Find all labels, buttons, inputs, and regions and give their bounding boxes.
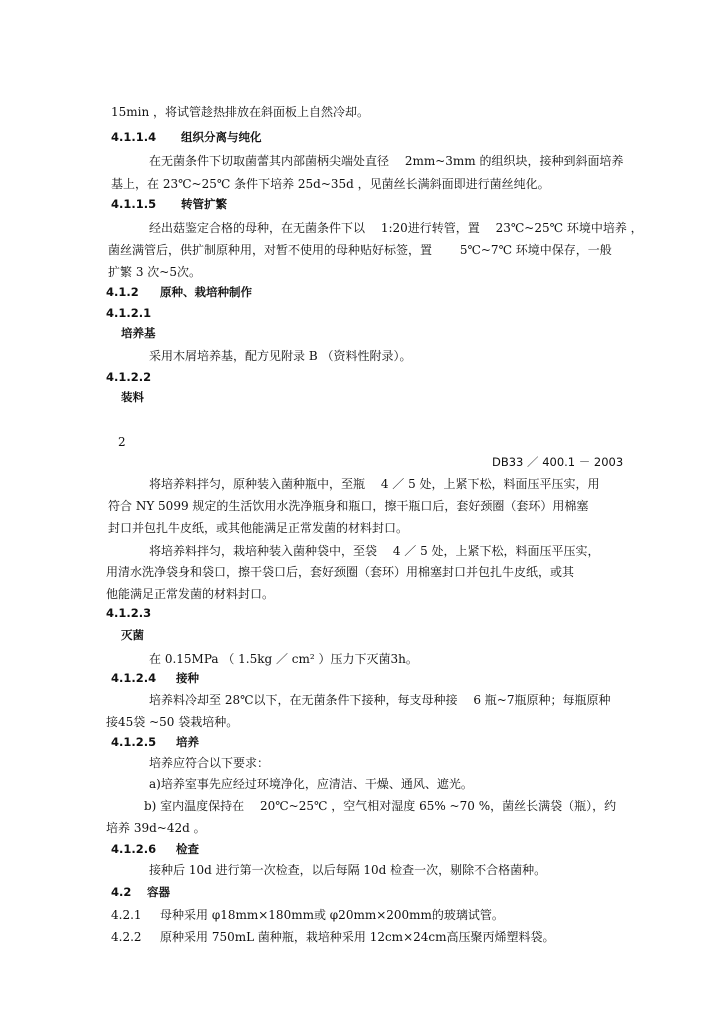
paragraph-line: 基上，在 23℃~25℃ 条件下培养 25d~35d ，见菌丝长满斜面即进行菌丝纯化。 <box>111 177 550 191</box>
paragraph-line: 培养 39d~42d 。 <box>106 821 206 835</box>
paragraph-line: 培养料冷却至 28℃以下，在无菌条件下接种，每支母种接 6 瓶~7瓶原种；每瓶原种 <box>149 693 611 707</box>
paragraph-line: 将培养料拌匀，原种装入菌种瓶中，至瓶 4 ／ 5 处，上紧下松，料面压平压实，用 <box>149 477 600 491</box>
paragraph-line: 15min ，将试管趁热排放在斜面板上自然冷却。 <box>111 105 370 119</box>
paragraph-line: 原种采用 750mL 菌种瓶，栽培种采用 12cm×24cm高压聚丙烯塑料袋。 <box>160 930 555 944</box>
paragraph-line: 采用木屑培养基，配方见附录 B （资料性附录）。 <box>149 349 412 363</box>
paragraph-line: 用清水洗净袋身和袋口，擦干袋口后，套好颈圈（套环）用棉塞封口并包扎牛皮纸，或其 <box>106 565 575 579</box>
paragraph-line: 经出菇鉴定合格的母种，在无菌条件下以 1:20进行转管，置 23℃~25℃ 环境中培养 ， <box>149 221 643 235</box>
list-item: b) 室内温度保持在 20℃~25℃ ，空气相对湿度 65% ~70 %，菌丝长满袋（瓶），约 <box>144 799 617 813</box>
section-title: 容器 <box>147 885 170 899</box>
section-number: 4.1.2 <box>106 285 139 299</box>
paragraph-line: 接45袋 ~50 袋栽培种。 <box>106 715 239 729</box>
section-number: 4.1.2.3 <box>106 606 152 620</box>
section-title: 灭菌 <box>121 628 144 642</box>
section-number: 4.2.2 <box>111 930 142 944</box>
running-header: DB33 ／ 400.1 － 2003 <box>492 455 624 469</box>
paragraph-line: 他能满足正常发菌的材料封口。 <box>106 587 275 601</box>
paragraph-line: 扩繁 3 次~5次。 <box>108 265 201 279</box>
paragraph-line: 培养应符合以下要求： <box>149 756 270 770</box>
section-number: 4.1.2.1 <box>106 306 152 320</box>
paragraph-line: 菌丝满管后，供扩制原种用，对暂不使用的母种贴好标签，置 5℃~7℃ 环境中保存，一般 <box>108 243 612 257</box>
section-number: 4.1.2.2 <box>106 370 152 384</box>
section-number: 4.1.1.4 <box>111 130 157 144</box>
paragraph-line: 符合 NY 5099 规定的生活饮用水洗净瓶身和瓶口，擦干瓶口后，套好颈圈（套环）用棉塞 <box>108 499 589 513</box>
paragraph-line: 在无菌条件下切取菌蕾其内部菌柄尖端处直径 2mm~3mm 的组织块，接种到斜面培养 <box>149 154 624 168</box>
list-item: a)培养室事先应经过环境净化，应清洁、干燥、通风、遮光。 <box>149 777 473 791</box>
paragraph-line: 接种后 10d 进行第一次检查，以后每隔 10d 检查一次，剔除不合格菌种。 <box>149 863 547 877</box>
paragraph-line: 将培养料拌匀，栽培种装入菌种袋中，至袋 4 ／ 5 处，上紧下松，料面压平压实， <box>149 544 600 558</box>
section-number: 4.2.1 <box>111 908 142 922</box>
section-number: 4.1.2.6 <box>111 842 157 856</box>
section-title: 组织分离与纯化 <box>181 130 262 144</box>
section-title: 接种 <box>176 671 199 685</box>
paragraph-line: 封口并包扎牛皮纸，或其他能满足正常发菌的材料封口。 <box>108 521 409 535</box>
section-title: 培养基 <box>121 326 156 340</box>
section-number: 4.1.2.4 <box>111 671 157 685</box>
section-title: 培养 <box>176 735 199 749</box>
section-title: 装料 <box>121 390 144 404</box>
section-number: 4.2 <box>111 885 132 899</box>
section-title: 检查 <box>176 842 199 856</box>
paragraph-line: 在 0.15MPa （ 1.5kg ／ cm² ）压力下灭菌3h。 <box>149 652 418 666</box>
section-title: 原种、栽培种制作 <box>160 285 252 299</box>
page-number: 2 <box>118 435 126 449</box>
section-title: 转管扩繁 <box>181 197 227 211</box>
section-number: 4.1.1.5 <box>111 197 157 211</box>
paragraph-line: 母种采用 φ18mm×180mm或 φ20mm×200mm的玻璃试管。 <box>160 908 504 922</box>
section-number: 4.1.2.5 <box>111 735 157 749</box>
